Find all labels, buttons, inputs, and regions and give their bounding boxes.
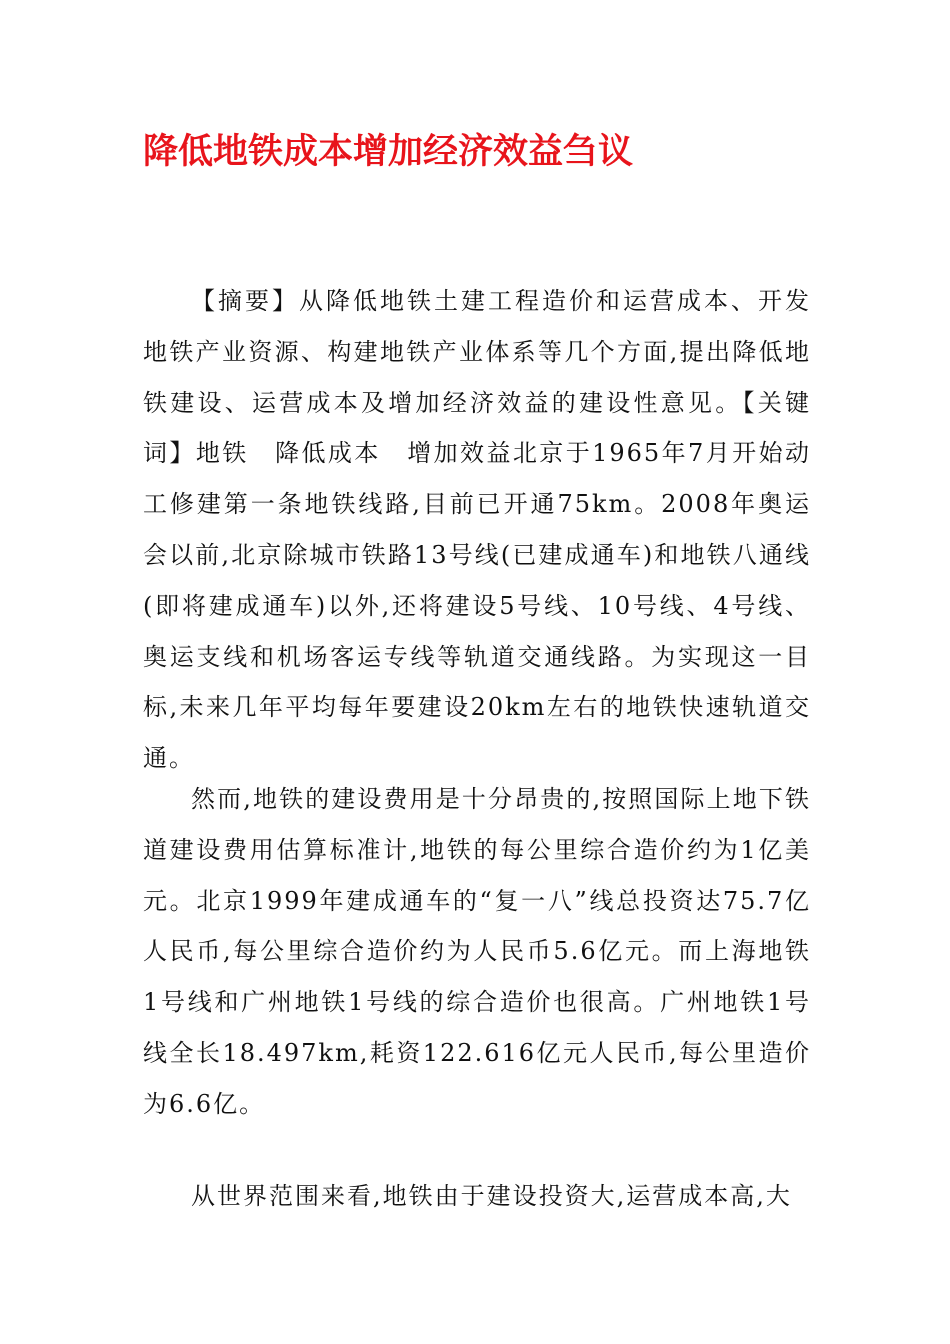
paragraph-cost: 然而,地铁的建设费用是十分昂贵的,按照国际上地下铁道建设费用估算标准计,地铁的每公里综合造价约为1亿美元。北京1999年建成通车的“复一八”线总投资达75.7亿人民币,每公里综合造价约为人民币5.6亿元。而上海地铁1号线和广州地铁1号线的综合造价也很高。广州地铁1号线全长18.497km,耗资122.616亿元人民币,每公里造价为6.6亿。	[143, 785, 811, 1118]
paragraph-world: 从世界范围来看,地铁由于建设投资大,运营成本高,大	[191, 1182, 792, 1210]
paragraph-abstract: 【摘要】从降低地铁土建工程造价和运营成本、开发地铁产业资源、构建地铁产业体系等几个方面,提出降低地铁建设、运营成本及增加经济效益的建设性意见。【关键词】地铁 降低成本 增加效益北京于1965年7月开始动工修建第一条地铁线路,目前已开通75km。2008年奥运会以前,北京除城市铁路13号线(已建成通车)和地铁八通线(即将建成通车)以外,还将建设5号线、10号线、4号线、奥运支线和机场客运专线等轨道交通线路。为实现这一目标,未来几年平均每年要建设20km左右的地铁快速轨道交通。	[143, 287, 811, 773]
document-title: 降低地铁成本增加经济效益刍议	[143, 132, 634, 172]
